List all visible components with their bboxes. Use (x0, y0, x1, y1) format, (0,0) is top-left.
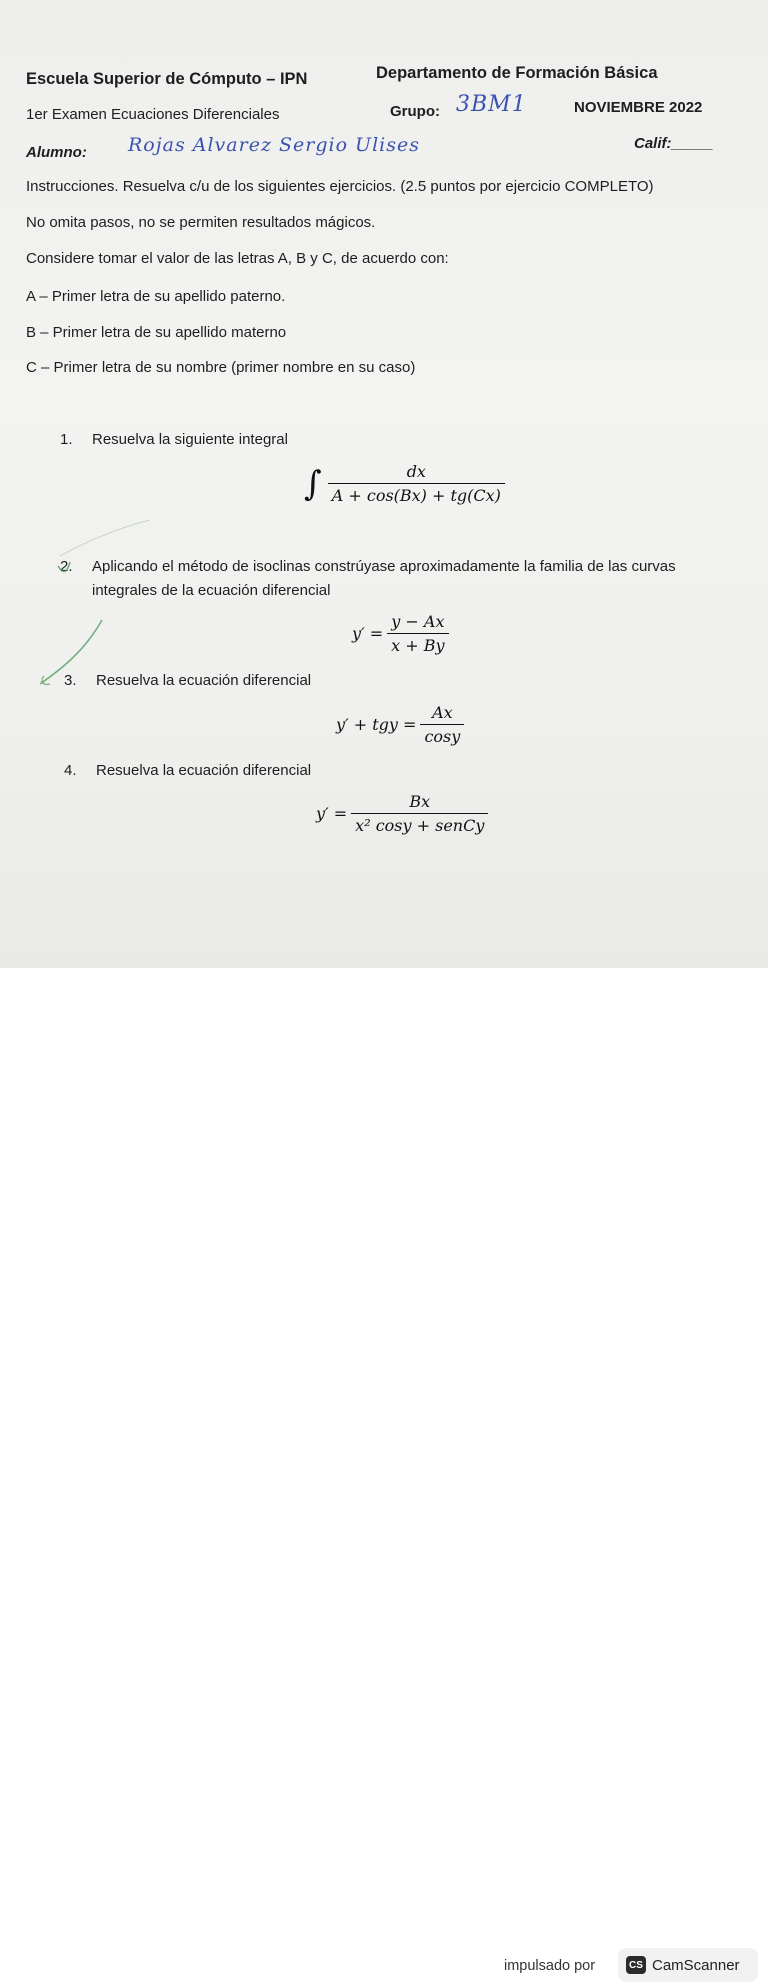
powered-by-label: impulsado por (504, 1958, 596, 1974)
school-name: Escuela Superior de Cómputo – IPN (26, 70, 308, 88)
equation-lhs: y′ = (316, 804, 348, 823)
letter-values-line: Considere tomar el valor de las letras A, B y C, de acuerdo con: (26, 250, 449, 267)
problem-text: Resuelva la siguiente integral (92, 431, 288, 448)
student-label: Alumno: (26, 144, 87, 161)
check-mark-problem-2 (58, 562, 70, 572)
pen-check-marks (0, 0, 768, 968)
camscanner-brand: CamScanner (652, 1956, 740, 1974)
problem-number: 2. (60, 558, 73, 575)
no-magic-results-line: No omita pasos, no se permiten resultados mágicos. (26, 214, 376, 231)
denominator: x + By (387, 633, 448, 655)
faint-pen-stroke (60, 520, 150, 556)
group-value-handwritten: 3BM1 (456, 92, 527, 117)
numerator: Bx (409, 792, 431, 811)
problem-number: 3. (64, 672, 77, 689)
letter-a-definition: A – Primer letra de su apellido paterno. (26, 288, 286, 305)
equation-lhs: y′ + tgy = (336, 715, 417, 734)
problem-2-statement-line-2: integrales de la ecuación diferencial (92, 582, 331, 599)
camscanner-logo-icon: CS (626, 1956, 646, 1974)
scan-footer (0, 968, 768, 1974)
student-name-handwritten: Rojas Alvarez Sergio Ulises (128, 134, 420, 156)
grade-label: Calif:_____ (634, 135, 714, 152)
numerator: Ax (432, 703, 453, 722)
problem-text-line-1: Aplicando el método de isoclinas constrúyase aproximadamente la familia de las curvas (92, 558, 676, 575)
group-label: Grupo: (390, 103, 440, 120)
check-mark-problem-3 (40, 620, 102, 684)
integral-sign: ∫ (304, 463, 322, 504)
problem-number: 4. (64, 762, 77, 779)
instructions-line: Instrucciones. Resuelva c/u de los siguientes ejercicios. (2.5 puntos por ejercicio COMPLETO) (26, 178, 654, 195)
exam-sheet (0, 0, 768, 968)
numerator: y − Ax (391, 612, 445, 631)
exam-date: NOVIEMBRE 2022 (574, 99, 703, 116)
exam-title: 1er Examen Ecuaciones Diferenciales (26, 106, 280, 123)
problem-number: 1. (60, 431, 73, 448)
department-name: Departamento de Formación Básica (376, 64, 658, 82)
denominator: cosy (420, 724, 464, 746)
equation-lhs: y′ = (352, 624, 384, 643)
camscanner-badge (618, 1948, 758, 1982)
letter-c-definition: C – Primer letra de su nombre (primer nombre en su caso) (26, 359, 416, 376)
numerator: dx (406, 462, 426, 481)
denominator: x² cosy + senCy (351, 813, 488, 835)
denominator: A + cos(Bx) + tg(Cx) (328, 483, 505, 505)
problem-text: Resuelva la ecuación diferencial (96, 762, 312, 779)
letter-b-definition: B – Primer letra de su apellido materno (26, 324, 287, 341)
problem-text: Resuelva la ecuación diferencial (96, 672, 312, 689)
